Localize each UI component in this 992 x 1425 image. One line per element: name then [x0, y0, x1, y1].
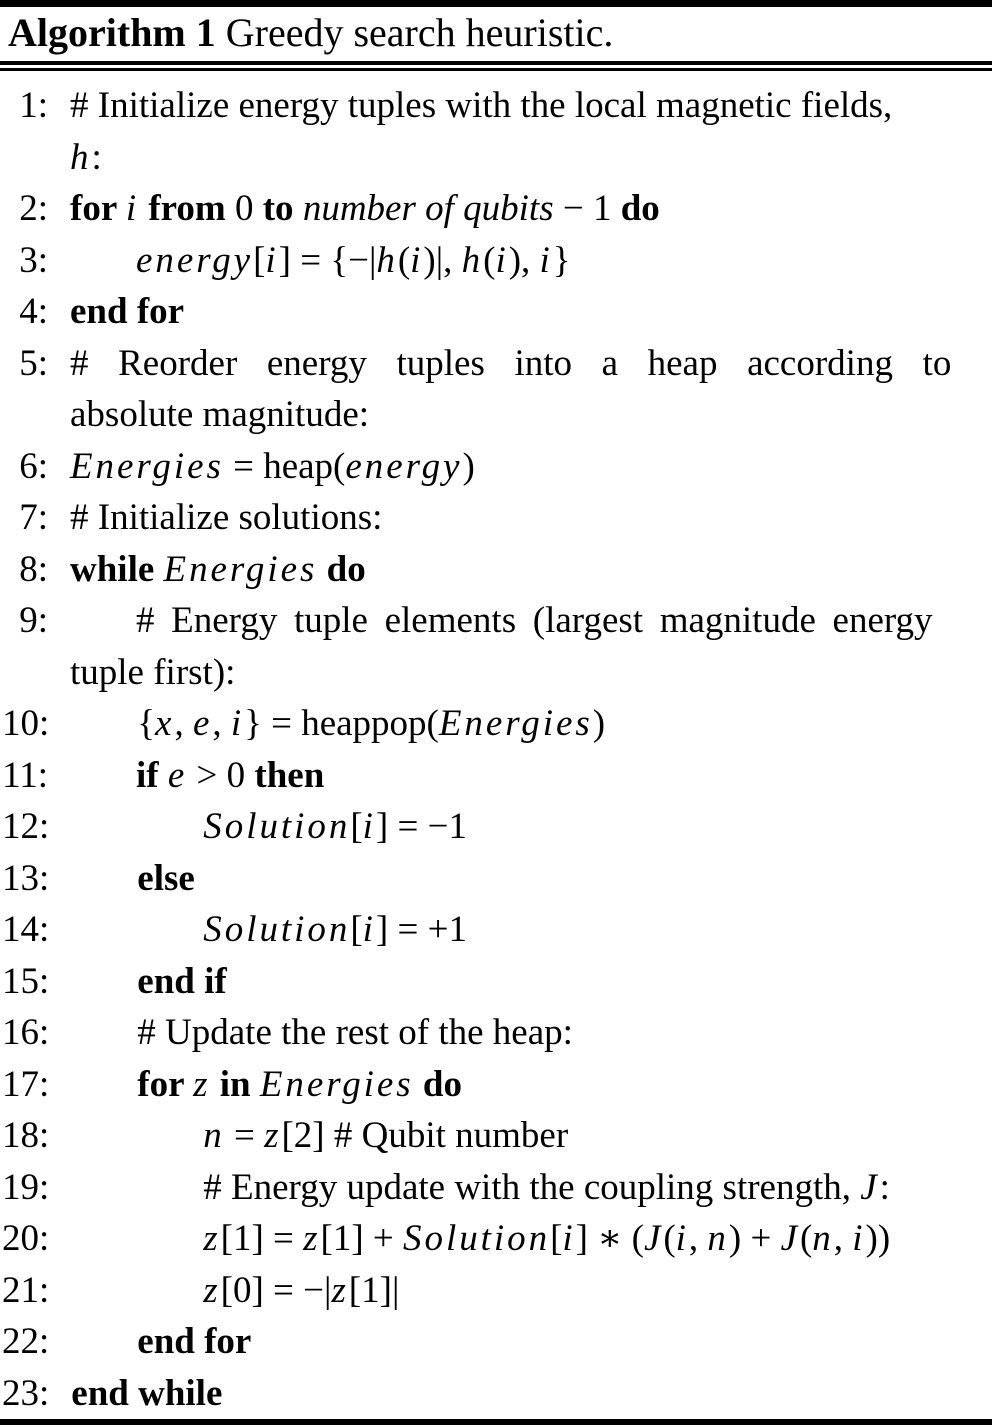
algorithm-line	[2, 1162, 985, 1214]
algorithm-line	[2, 183, 985, 235]
algorithm-line	[2, 235, 985, 287]
line-content	[70, 595, 985, 698]
line-content	[71, 1213, 985, 1265]
code-text: # Energy tuple elements (largest magnitude energy	[136, 600, 933, 641]
code-text: # Initialize solutions:	[70, 497, 383, 538]
line-content	[71, 1368, 985, 1420]
algorithm-line	[2, 853, 985, 905]
code-text: i	[562, 1218, 576, 1259]
algorithm-line	[2, 286, 985, 338]
line-number: 22:	[2, 1321, 50, 1362]
line-content	[71, 956, 985, 1008]
code-text: i	[265, 239, 279, 281]
line-number: 5:	[19, 342, 48, 384]
line-content	[71, 1265, 985, 1317]
code-text: i	[852, 1218, 866, 1259]
code-text: [	[350, 806, 363, 847]
code-text: )	[462, 445, 475, 487]
line-number: 20:	[2, 1218, 50, 1259]
code-text: tuple first):	[70, 651, 236, 693]
header-double-rule	[0, 61, 992, 71]
algorithm-label: Algorithm 1	[8, 10, 216, 55]
code-text: then	[254, 754, 325, 796]
code-text: (	[663, 1218, 676, 1259]
line-content	[70, 183, 985, 235]
code-text: z	[193, 1063, 211, 1105]
code-text: ] = −1	[375, 806, 467, 847]
code-text: z	[264, 1115, 282, 1156]
code-text: for	[70, 188, 126, 229]
algorithm-header	[0, 7, 992, 56]
code-text: n	[707, 1218, 729, 1259]
code-text: n	[203, 1115, 225, 1156]
code-text: z	[203, 1218, 221, 1259]
code-text: # Initialize energy tuples with the local magnetic fields,	[70, 85, 893, 126]
code-text: for	[137, 1063, 194, 1105]
algorithm-line	[2, 1368, 985, 1420]
line-number: 1:	[19, 85, 48, 126]
code-text: number of qubits	[302, 188, 554, 229]
line-number: 14:	[2, 909, 50, 950]
code-text: do	[413, 1063, 462, 1105]
code-text: i	[410, 239, 424, 281]
line-number: 19:	[2, 1166, 50, 1208]
code-text: do	[620, 188, 660, 229]
code-text: )	[592, 703, 606, 744]
line-number: 21:	[2, 1269, 50, 1311]
algorithm-line	[2, 544, 985, 596]
code-text: ))	[865, 1218, 891, 1259]
code-text: e	[167, 754, 188, 796]
code-text: # Reorder energy tuples into a heap according to	[70, 342, 952, 384]
line-content	[70, 544, 985, 596]
code-text: :	[879, 1166, 890, 1208]
code-text: {	[137, 703, 156, 744]
code-text: # Update the rest of the heap:	[137, 1012, 573, 1053]
algorithm-line	[2, 1213, 985, 1265]
line-content	[71, 1007, 985, 1059]
top-rule	[0, 0, 992, 7]
code-text: to	[262, 188, 303, 229]
code-text: 0	[234, 188, 263, 229]
line-number: 12:	[2, 806, 50, 847]
code-text: [	[350, 909, 363, 950]
code-text: ] = {−|	[278, 239, 377, 281]
code-text: > 0	[187, 754, 255, 796]
code-text: Energies	[163, 548, 318, 590]
code-text: (	[397, 239, 411, 281]
line-content	[70, 338, 985, 441]
code-text: :	[91, 136, 102, 178]
line-content	[71, 1110, 985, 1162]
code-text: = heap(	[223, 445, 346, 487]
code-text: in	[210, 1063, 260, 1105]
line-content	[70, 235, 985, 287]
code-text: }	[552, 239, 571, 281]
code-text: − 1	[553, 188, 621, 229]
code-text: J	[860, 1166, 880, 1208]
code-text: [1] +	[320, 1218, 404, 1259]
code-text: z	[331, 1269, 349, 1311]
line-content	[70, 750, 985, 802]
code-text: Energies	[70, 445, 224, 487]
code-text: if	[136, 754, 168, 796]
algorithm-line	[2, 698, 985, 750]
code-text: z	[203, 1269, 221, 1311]
line-content	[71, 1059, 985, 1111]
code-text: ,	[174, 703, 193, 744]
line-content	[71, 904, 985, 956]
algorithm-line	[2, 492, 985, 544]
code-text: h	[70, 136, 92, 178]
line-content	[70, 492, 985, 544]
line-number: 13:	[2, 857, 50, 899]
algorithm-line	[2, 750, 985, 802]
code-text: i	[362, 909, 376, 950]
algorithm-title: Greedy search heuristic.	[225, 10, 614, 55]
code-text: i	[125, 188, 140, 229]
line-number: 8:	[19, 548, 48, 590]
algorithm-line	[2, 1059, 985, 1111]
code-text: while	[70, 548, 164, 590]
line-content	[71, 801, 985, 853]
code-text: J	[643, 1218, 664, 1259]
code-text: )|,	[423, 239, 462, 281]
algorithm-line	[2, 441, 985, 493]
bottom-rule	[0, 1419, 992, 1425]
code-text: do	[317, 548, 366, 590]
code-text: (	[483, 239, 496, 281]
code-text: Solution	[203, 806, 351, 847]
code-text: [	[253, 239, 266, 281]
code-text: ] ∗ (	[575, 1218, 644, 1259]
code-text: [0] = −|	[220, 1269, 332, 1311]
algorithm-line	[2, 1265, 985, 1317]
line-content	[71, 698, 985, 750]
code-text: else	[137, 857, 195, 899]
algorithm-line	[2, 1316, 985, 1368]
code-text: Solution	[203, 909, 351, 950]
code-text: Energies	[259, 1063, 414, 1105]
code-text: x	[155, 703, 175, 744]
code-text: [2] # Qubit number	[281, 1115, 569, 1156]
code-text: h	[376, 239, 398, 281]
line-number: 9:	[19, 600, 48, 641]
code-text: # Energy update with the coupling strength,	[203, 1166, 861, 1208]
algorithm-line	[2, 1110, 985, 1162]
code-text: end if	[137, 960, 227, 1002]
code-text: absolute magnitude:	[70, 394, 370, 435]
code-text: i	[495, 239, 509, 281]
code-text: i	[362, 806, 376, 847]
code-text: ) +	[728, 1218, 781, 1259]
code-text: J	[780, 1218, 800, 1259]
code-text: end for	[70, 291, 185, 332]
code-text: i	[539, 239, 553, 281]
line-number: 2:	[19, 188, 48, 229]
line-number: 11:	[2, 754, 48, 796]
code-text: Solution	[403, 1218, 551, 1259]
code-text: ,	[833, 1218, 853, 1259]
code-text: i	[675, 1218, 689, 1259]
header-space	[216, 10, 226, 55]
code-text: [	[550, 1218, 563, 1259]
algorithm-line	[2, 338, 985, 441]
code-text: z	[303, 1218, 321, 1259]
code-text: e	[192, 703, 213, 744]
line-number: 15:	[2, 960, 50, 1002]
code-text: Energies	[438, 703, 593, 744]
code-text: h	[461, 239, 484, 281]
code-text: n	[812, 1218, 834, 1259]
line-content	[70, 80, 985, 183]
code-text: ,	[212, 703, 231, 744]
algorithm-line	[2, 801, 985, 853]
code-text: i	[230, 703, 245, 744]
algorithm-line	[2, 904, 985, 956]
line-number: 18:	[2, 1115, 50, 1156]
line-content	[71, 853, 985, 905]
line-number: 17:	[2, 1063, 50, 1105]
code-text: ] = +1	[375, 909, 467, 950]
code-text: end while	[71, 1372, 223, 1414]
line-number: 4:	[19, 291, 48, 332]
line-content	[71, 1316, 985, 1368]
code-text: [1] =	[220, 1218, 304, 1259]
line-number: 6:	[19, 445, 48, 487]
algorithm-line	[2, 595, 985, 698]
code-text: (	[799, 1218, 813, 1259]
line-content	[70, 286, 985, 338]
code-text: [1]|	[348, 1269, 400, 1311]
code-text: from	[139, 188, 235, 229]
line-number: 10:	[2, 703, 50, 744]
line-number: 23:	[2, 1372, 50, 1414]
code-text: } = heappop(	[244, 703, 439, 744]
code-text: =	[224, 1115, 265, 1156]
code-text: energy	[136, 239, 254, 281]
algorithm-line	[2, 1007, 985, 1059]
code-text: energy	[345, 445, 463, 487]
line-number: 16:	[2, 1012, 50, 1053]
algorithm-lines	[0, 71, 992, 1419]
line-number: 3:	[19, 239, 48, 281]
code-text: ),	[508, 239, 540, 281]
code-text: ,	[688, 1218, 708, 1259]
code-text: end for	[137, 1321, 252, 1362]
line-number: 7:	[19, 497, 48, 538]
algorithm-line	[2, 956, 985, 1008]
algorithm-line	[2, 80, 985, 183]
line-content	[71, 1162, 985, 1214]
line-content	[70, 441, 985, 493]
